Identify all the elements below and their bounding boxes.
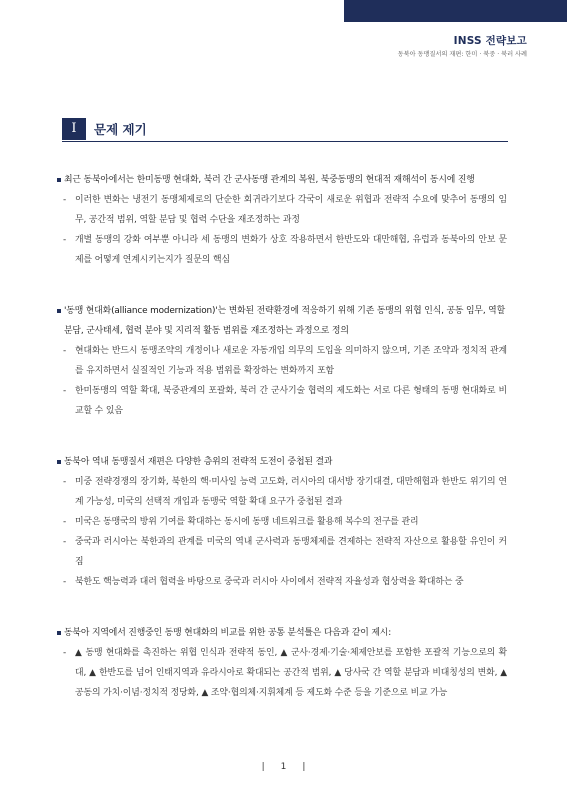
- square-bullet-icon: [57, 631, 61, 635]
- brand-label: INSS 전략보고: [453, 35, 527, 47]
- section-divider: [62, 141, 508, 142]
- sub-item: - 미중 전략경쟁의 장기화, 북한의 핵·미사일 능력 고도화, 러시아의 대서방 장기대결, 대만해협과 한반도 위기의 연계 가능성, 미국의 선택적 개입과 동맹국 역할 확대 요구가 중첩된 결과: [63, 477, 507, 507]
- sub-item: - 북한도 핵능력과 대러 협력을 바탕으로 중국과 러시아 사이에서 전략적 자율성과 협상력을 확대하는 중: [63, 577, 464, 587]
- sub-item: - 한미동맹의 역할 확대, 북중관계의 포괄화, 북러 간 군사기술 협력의 제도화는 서로 다른 형태의 동맹 현대화로 비교할 수 있음: [63, 386, 507, 416]
- sub-item: - 중국과 러시아는 북한과의 관계를 미국의 역내 군사력과 동맹체제를 견제하는 전략적 자산으로 활용할 유인이 커짐: [63, 537, 507, 567]
- report-subtitle: 동북아 동맹질서의 재편: 한미 · 북중 · 북러 사례: [397, 51, 527, 58]
- square-bullet-icon: [57, 460, 61, 464]
- section-title: 문제 제기: [94, 122, 147, 137]
- body-content: [57, 170, 507, 734]
- footer-divider: |: [261, 762, 265, 772]
- sub-item: - 미국은 동맹국의 방위 기여를 확대하는 동시에 동맹 네트워크를 활용해 복수의 전구를 관리: [63, 517, 419, 527]
- section-number: I: [62, 118, 86, 140]
- sub-item: - ▲ 동맹 현대화를 촉진하는 위협 인식과 전략적 동인, ▲ 군사·경제·기술·체제안보를 포함한 포괄적 기능으로의 확대, ▲ 한반도를 넘어 인태지역과 유라시아로 확대되는 공간적 범위, ▲ 당사국 간 역할 분담과 비대칭성의 변화, ▲ 공동의 가치·이념·정치적 정당화, ▲ 조약·협의체·지휘체계 등 제도화 수준 등을 기준으로 비교 가능: [63, 648, 507, 698]
- bullet-block: [57, 623, 507, 703]
- bullet-block: [57, 301, 507, 421]
- footer-divider: |: [302, 762, 306, 772]
- bullet-block: [57, 170, 507, 270]
- page-footer: [0, 762, 567, 772]
- square-bullet-icon: [57, 309, 61, 313]
- sub-item: - 개별 동맹의 강화 여부뿐 아니라 세 동맹의 변화가 상호 작용하면서 한반도와 대만해협, 유럽과 동북아의 안보 문제를 어떻게 연계시키는지가 질문의 핵심: [63, 235, 507, 265]
- bullet-head: 최근 동북아에서는 한미동맹 현대화, 북러 간 군사동맹 관계의 복원, 북중동맹의 현대적 재해석이 동시에 진행: [57, 170, 507, 190]
- page-number: 1: [280, 762, 287, 772]
- bullet-block: [57, 452, 507, 592]
- bullet-head: '동맹 현대화(alliance modernization)'는 변화된 전략환경에 적응하기 위해 기존 동맹의 위협 인식, 공동 임무, 역할 분담, 군사태세, 협력 분야 및 지리적 활동 범위를 재조정하는 과정으로 정의: [57, 301, 507, 341]
- square-bullet-icon: [57, 178, 61, 182]
- bullet-head: 동북아 역내 동맹질서 재편은 다양한 층위의 전략적 도전이 중첩된 결과: [57, 452, 507, 472]
- sub-item: - 이러한 변화는 냉전기 동맹체제로의 단순한 회귀라기보다 각국이 새로운 위협과 전략적 수요에 맞추어 동맹의 임무, 공간적 범위, 역할 분담 및 협력 수단을 재조정하는 과정: [63, 195, 507, 225]
- header-accent-bar: [344, 0, 567, 22]
- bullet-head: 동북아 지역에서 진행중인 동맹 현대화의 비교를 위한 공통 분석틀은 다음과 같이 제시:: [57, 623, 507, 643]
- sub-item: - 현대화는 반드시 동맹조약의 개정이나 새로운 자동개입 의무의 도입을 의미하지 않으며, 기존 조약과 정치적 관계를 유지하면서 실질적인 기능과 적용 범위를 확장하는 변화까지 포함: [63, 346, 507, 376]
- section-header: [62, 118, 508, 140]
